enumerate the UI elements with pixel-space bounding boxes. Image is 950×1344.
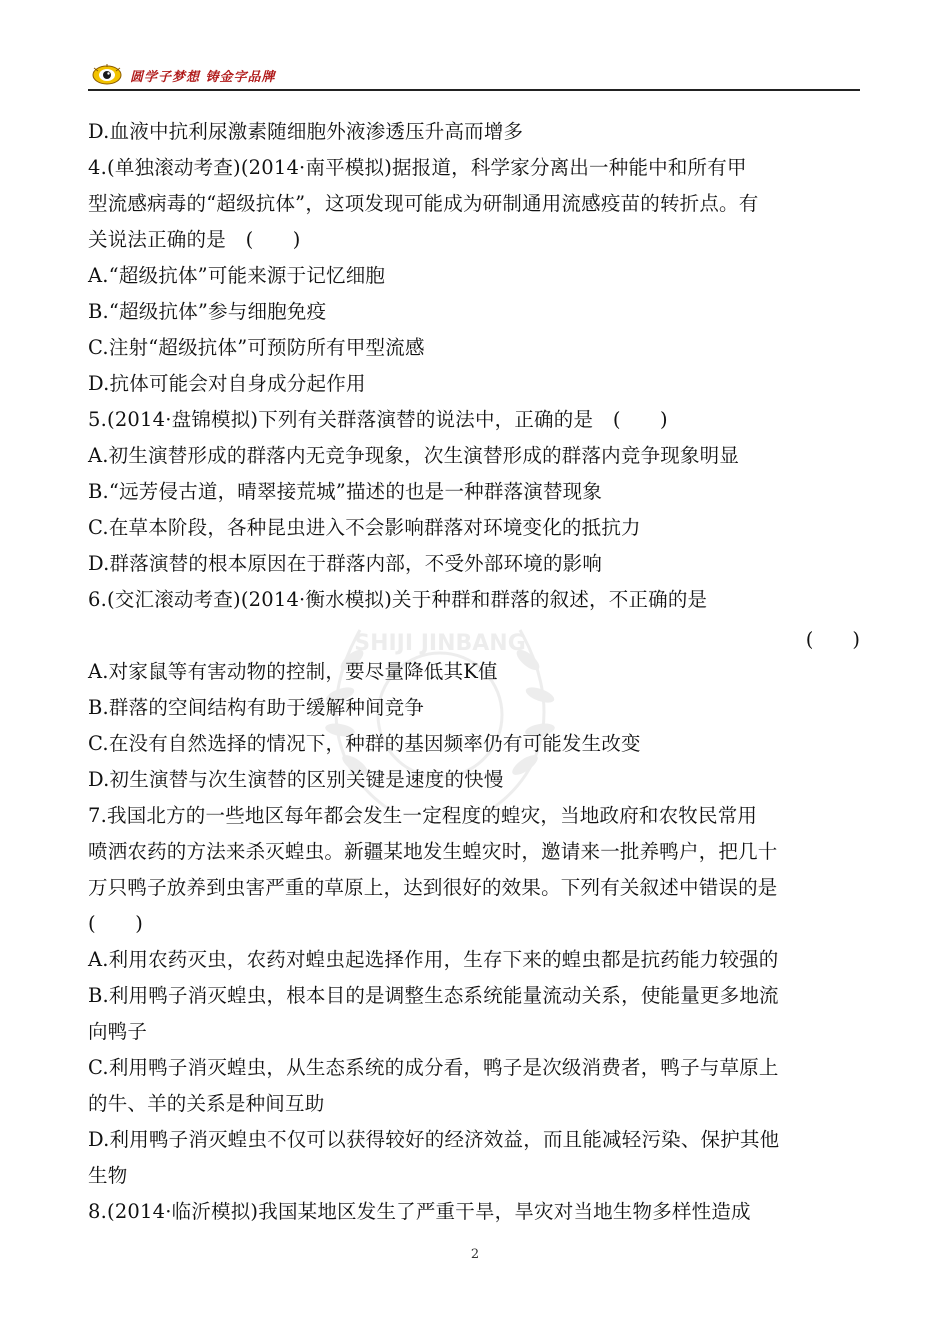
- text-line: D.初生演替与次生演替的区别关键是速度的快慢: [88, 768, 504, 791]
- text-line: 喷洒农药的方法来杀灭蝗虫。新疆某地发生蝗灾时，邀请来一批养鸭户，把几十: [88, 840, 778, 863]
- text-line: 4.(单独滚动考查)(2014·南平模拟)据报道，科学家分离出一种能中和所有甲: [88, 156, 747, 179]
- text-line: C.在草本阶段，各种昆虫进入不会影响群落对环境变化的抵抗力: [88, 516, 641, 539]
- header-slogan: 圆学子梦想 铸金字品牌: [130, 70, 276, 85]
- text-line: 型流感病毒的“超级抗体”，这项发现可能成为研制通用流感疫苗的转折点。有: [88, 192, 759, 215]
- page-number: 2: [470, 1247, 480, 1262]
- text-line: B.利用鸭子消灭蝗虫，根本目的是调整生态系统能量流动关系，使能量更多地流: [88, 984, 779, 1007]
- text-line: A.利用农药灭虫，农药对蝗虫起选择作用，生存下来的蝗虫都是抗药能力较强的: [88, 948, 779, 971]
- text-line: D.利用鸭子消灭蝗虫不仅可以获得较好的经济效益，而且能减轻污染、保护其他: [88, 1128, 780, 1151]
- text-line: D.血液中抗利尿激素随细胞外液渗透压升高而增多: [88, 120, 524, 143]
- text-line: 8.(2014·临沂模拟)我国某地区发生了严重干旱，旱灾对当地生物多样性造成: [88, 1200, 751, 1223]
- text-line: 万只鸭子放养到虫害严重的草原上，达到很好的效果。下列有关叙述中错误的是: [88, 876, 778, 899]
- text-line: ( ): [88, 912, 144, 935]
- text-line: B.“远芳侵古道，晴翠接荒城”描述的也是一种群落演替现象: [88, 480, 603, 503]
- text-line: C.在没有自然选择的情况下，种群的基因频率仍有可能发生改变: [88, 732, 641, 755]
- header-divider: [88, 89, 860, 91]
- text-line: C.利用鸭子消灭蝗虫，从生态系统的成分看，鸭子是次级消费者，鸭子与草原上: [88, 1056, 779, 1079]
- text-line: B.“超级抗体”参与细胞免疫: [88, 300, 327, 323]
- text-line: 生物: [88, 1164, 128, 1187]
- text-line: D.抗体可能会对自身成分起作用: [88, 372, 366, 395]
- text-line: A.对家鼠等有害动物的控制，要尽量降低其K值: [88, 660, 498, 683]
- text-line: 向鸭子: [88, 1020, 148, 1043]
- page-header: [88, 62, 860, 92]
- text-line: 关说法正确的是 ( ): [88, 228, 301, 251]
- answer-paren: ( ): [805, 628, 860, 651]
- text-line: B.群落的空间结构有助于缓解种间竞争: [88, 696, 425, 719]
- text-line: 7.我国北方的一些地区每年都会发生一定程度的蝗灾，当地政府和农牧民常用: [88, 804, 758, 827]
- text-line: D.群落演替的根本原因在于群落内部，不受外部环境的影响: [88, 552, 603, 575]
- eye-logo-icon: [92, 64, 122, 86]
- text-line: 的牛、羊的关系是种间互助: [88, 1092, 325, 1115]
- text-line: A.初生演替形成的群落内无竞争现象，次生演替形成的群落内竞争现象明显: [88, 444, 740, 467]
- svg-text:SHIJI JINBANG: SHIJI JINBANG: [354, 631, 526, 656]
- text-line: A.“超级抗体”可能来源于记忆细胞: [88, 264, 386, 287]
- text-line: C.注射“超级抗体”可预防所有甲型流感: [88, 336, 425, 359]
- text-line: 6.(交汇滚动考查)(2014·衡水模拟)关于种群和群落的叙述，不正确的是: [88, 588, 708, 611]
- text-line: 5.(2014·盘锦模拟)下列有关群落演替的说法中，正确的是 ( ): [88, 408, 668, 431]
